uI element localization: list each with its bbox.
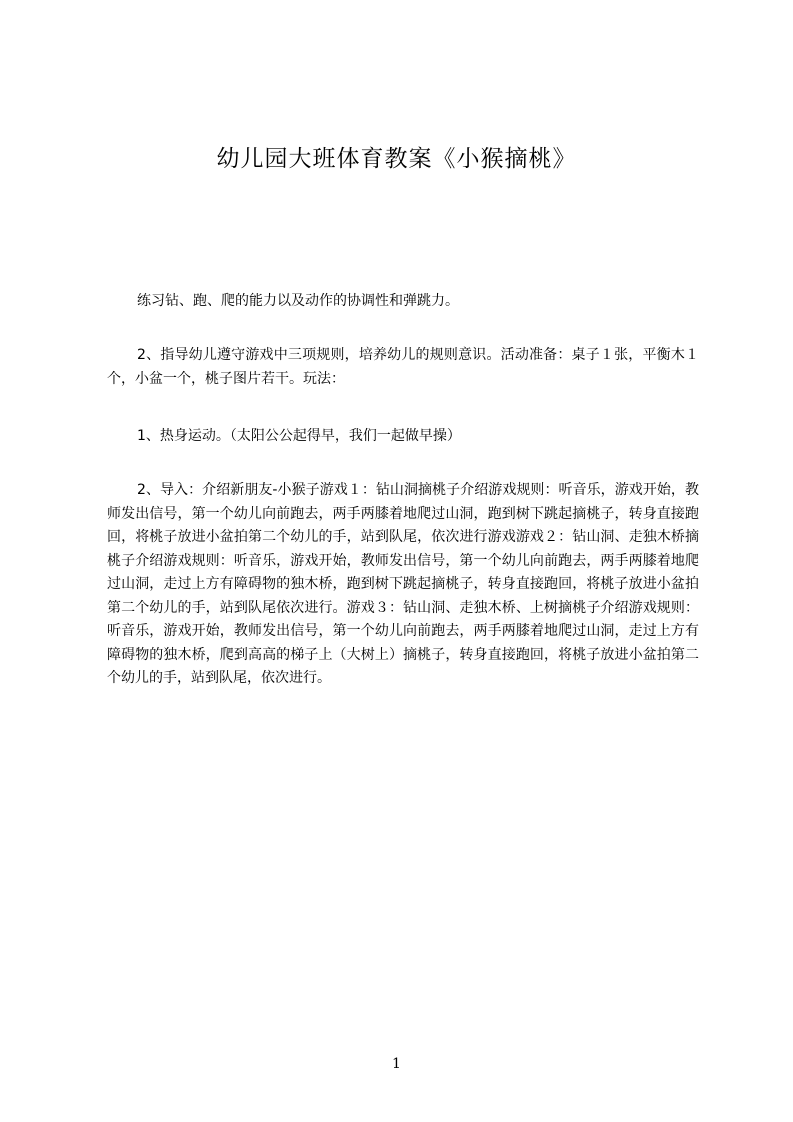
paragraph-warmup: 1、热身运动。（太阳公公起得早，我们一起做早操） xyxy=(137,428,461,444)
paragraph-games: 2、导入：介绍新朋友-小猴子游戏１：钻山洞摘桃子介绍游戏规则：听音乐，游戏开始，教师发出信号，第一个幼儿向前跑去，两手两膝着地爬过山洞，跑到树下跳起摘桃子，转身直接跑回，将桃子放进小盆拍第二个幼儿的手，站到队尾，依次进行游戏游戏２：钻山洞、走独木桥摘桃子介绍游戏规则：听音乐，游戏开始，教师发出信号，第一个幼儿向前跑去，两手两膝着地爬过山洞，走过上方有障碍物的独木桥，跑到树下跳起摘桃子，转身直接跑回，将桃子放进小盆拍第二个幼儿的手，站到队尾依次进行。游戏３：钻山洞、走独木桥、上树摘桃子介绍游戏规则：听音乐，游戏开始，教师发出信号，第一个幼儿向前跑去，两手两膝着地爬过山洞，走过上方有障碍物的独木桥，爬到高高的梯子上（大树上）摘桃子，转身直接跑回，将桃子放进小盆拍第二个幼儿的手，站到队尾，依次进行。 xyxy=(107,482,699,686)
page-number: 1 xyxy=(392,1056,401,1072)
page-title: 幼儿园大班体育教案《小猴摘桃》 xyxy=(216,146,577,172)
paragraph-objective: 练习钻、跑、爬的能力以及动作的协调性和弹跳力。 xyxy=(137,293,459,309)
paragraph-rules-preparation: 2、指导幼儿遵守游戏中三项规则，培养幼儿的规则意识。活动准备：桌子１张，平衡木１个，小盆一个，桃子图片若干。玩法： xyxy=(107,347,699,387)
